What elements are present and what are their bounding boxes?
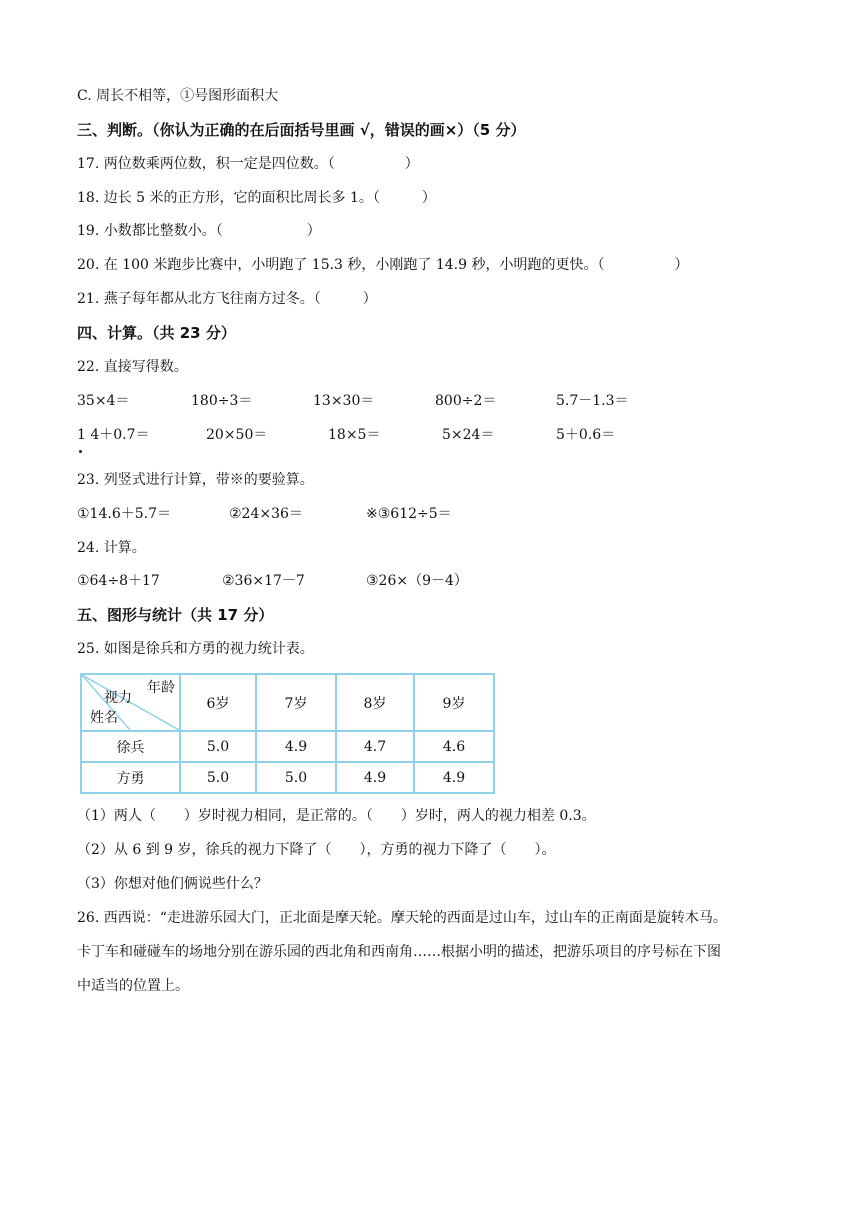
mixed-calc-item: ①64÷8＋17 — [77, 573, 160, 589]
row-name: 徐兵 — [81, 731, 180, 762]
question-25-part1: （1）两人（ ）岁时视力相同，是正常的。（ ）岁时，两人的视力相差 0.3。 — [77, 808, 596, 824]
row-name: 方勇 — [81, 762, 180, 793]
calc-item: 5×24＝ — [442, 427, 495, 443]
vertical-calc-item: ②24×36＝ — [229, 506, 303, 522]
stray-dot — [79, 450, 82, 453]
calc-item: 1 4＋0.7＝ — [77, 427, 150, 443]
question-25-title: 25. 如图是徐兵和方勇的视力统计表。 — [77, 641, 314, 657]
calc-item: 20×50＝ — [206, 427, 268, 443]
question-19: 19. 小数都比整数小。（ ） — [77, 223, 321, 239]
calc-item: 5＋0.6＝ — [556, 427, 616, 443]
question-21: 21. 燕子每年都从北方飞往南方过冬。（ ） — [77, 291, 377, 307]
question-18: 18. 边长 5 米的正方形，它的面积比周长多 1。（ ） — [77, 190, 436, 206]
mixed-calc-item: ③26×（9－4） — [366, 573, 468, 589]
table-header-row — [81, 674, 494, 731]
question-26-line3: 中适当的位置上。 — [77, 978, 189, 994]
option-c: C. 周长不相等，①号图形面积大 — [77, 88, 279, 104]
calc-item: 180÷3＝ — [191, 393, 253, 409]
header-vision-label: 视力 — [104, 690, 132, 706]
table-row — [81, 762, 494, 793]
calc-item: 800÷2＝ — [435, 393, 497, 409]
question-17: 17. 两位数乘两位数，积一定是四位数。（ ） — [77, 156, 419, 172]
table-corner-cell — [81, 674, 180, 731]
calc-item: 35×4＝ — [77, 393, 130, 409]
question-23-title: 23. 列竖式进行计算，带※的要验算。 — [77, 472, 314, 488]
table-cell: 4.7 — [336, 731, 414, 762]
table-cell: 5.0 — [180, 762, 256, 793]
vision-stats-table — [80, 673, 495, 794]
question-25-part2: （2）从 6 到 9 岁，徐兵的视力下降了（ ），方勇的视力下降了（ ）。 — [77, 842, 556, 858]
question-25-part3: （3）你想对他们俩说些什么？ — [77, 876, 268, 892]
column-header: 7岁 — [256, 674, 336, 731]
table-cell: 5.0 — [256, 762, 336, 793]
question-26-line1: 26. 西西说：“走进游乐园大门，正北面是摩天轮。摩天轮的西面是过山车，过山车的正南面是旋转木马。 — [77, 910, 727, 926]
question-20: 20. 在 100 米跑步比赛中，小明跑了 15.3 秒，小刚跑了 14.9 秒，小明跑的更快。（ ） — [77, 257, 689, 273]
column-header: 9岁 — [414, 674, 494, 731]
section4-heading: 四、计算。（共 23 分） — [77, 324, 236, 342]
calc-item: 13×30＝ — [313, 393, 375, 409]
vertical-calc-item: ※③612÷5＝ — [366, 506, 452, 522]
table-cell: 4.9 — [414, 762, 494, 793]
column-header: 8岁 — [336, 674, 414, 731]
column-header: 6岁 — [180, 674, 256, 731]
table-cell: 5.0 — [180, 731, 256, 762]
section3-heading: 三、判断。（你认为正确的在后面括号里画 √，错误的画×）（5 分） — [77, 121, 526, 139]
mixed-calc-item: ②36×17－7 — [222, 573, 305, 589]
header-name-label: 姓名 — [90, 710, 118, 726]
question-24-title: 24. 计算。 — [77, 540, 146, 556]
table-cell: 4.9 — [256, 731, 336, 762]
calc-item: 5.7－1.3＝ — [556, 393, 629, 409]
table-row — [81, 731, 494, 762]
question-22-title: 22. 直接写得数。 — [77, 359, 188, 375]
table-cell: 4.9 — [336, 762, 414, 793]
table-cell: 4.6 — [414, 731, 494, 762]
calc-item: 18×5＝ — [328, 427, 381, 443]
section5-heading: 五、图形与统计（共 17 分） — [77, 606, 274, 624]
question-26-line2: 卡丁车和碰碰车的场地分别在游乐园的西北角和西南角……根据小明的描述，把游乐项目的序号标在下图 — [77, 944, 721, 960]
vertical-calc-item: ①14.6＋5.7＝ — [77, 506, 171, 522]
header-age-label: 年龄 — [147, 680, 175, 696]
